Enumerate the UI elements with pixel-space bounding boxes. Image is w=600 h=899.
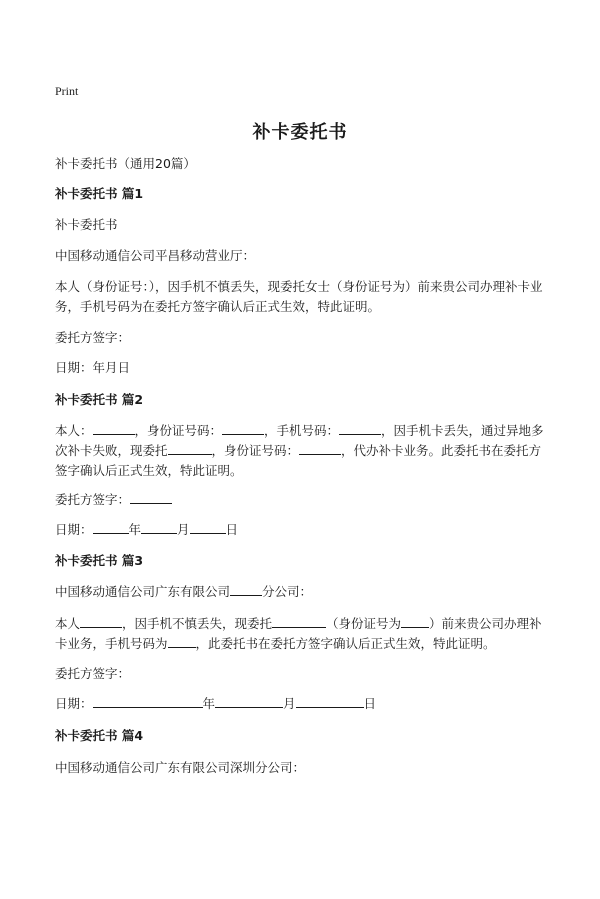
section-heading-2: 补卡委托书 篇2: [55, 392, 144, 407]
page-title: 补卡委托书: [252, 122, 348, 143]
section-heading-3: 补卡委托书 篇3: [55, 553, 144, 568]
day-label: 日: [363, 696, 377, 711]
section-1-line-1: 补卡委托书: [55, 217, 118, 232]
section-2-paragraph: [55, 421, 550, 481]
section-1-date: 日期：年月日: [55, 360, 131, 375]
blank-field: [296, 694, 364, 708]
section-3-text-d: ）前来贵公司办理补卡业务，手机号码为: [55, 616, 542, 651]
section-1-paragraph: 本人（身份证号：），因手机不慎丢失，现委托女士（身份证号为）前来贵公司办理补卡业务，手机号码为在委托方签字确认后正式生效，特此证明。: [55, 279, 543, 314]
section-heading-1: 补卡委托书 篇1: [55, 186, 144, 201]
section-2-text-d: ，因手机卡丢失，通过异地多次补卡失败，现委托: [55, 423, 544, 458]
addressee-text: 中国移动通信公司广东有限公司: [55, 584, 231, 599]
month-label: 月: [177, 522, 190, 537]
signature-label: 委托方签字：: [55, 492, 131, 507]
blank-field: [141, 520, 177, 534]
blank-field: [230, 582, 262, 596]
section-4-line-1: 中国移动通信公司广东有限公司深圳分公司：: [55, 760, 306, 775]
section-3-text-e: ，此委托书在委托方签字确认后正式生效，特此证明。: [195, 636, 496, 651]
section-3-text-c: （身份证号为: [326, 616, 402, 631]
section-2-signature: [55, 490, 550, 510]
blank-field: [93, 421, 135, 435]
blank-field: [339, 421, 381, 435]
blank-field: [222, 421, 264, 435]
blank-field: [93, 520, 129, 534]
blank-field: [215, 694, 283, 708]
date-label: 日期：: [55, 696, 93, 711]
section-2-date: [55, 520, 550, 540]
blank-field: [299, 441, 341, 455]
blank-field: [80, 614, 122, 628]
blank-field: [401, 614, 429, 628]
section-2-text-b: ，身份证号码：: [134, 423, 223, 438]
day-label: 日: [225, 522, 239, 537]
section-2-text-f: ，代办补卡业务。此委托书在委托方签字确认后正式生效，特此证明。: [55, 443, 542, 478]
blank-field: [190, 520, 226, 534]
blank-field: [168, 441, 212, 455]
blank-field: [93, 694, 203, 708]
section-3-date: [55, 694, 550, 714]
blank-field: [168, 634, 196, 648]
section-heading-4: 补卡委托书 篇4: [55, 728, 144, 743]
section-3-paragraph: [55, 614, 550, 654]
print-label: Print: [55, 84, 79, 98]
section-1-line-2: 中国移动通信公司平昌移动营业厅：: [55, 248, 256, 263]
section-2-text-e: ，身份证号码：: [211, 443, 300, 458]
addressee-suffix: 分公司：: [262, 584, 313, 599]
section-2-text-c: ，手机号码：: [264, 423, 340, 438]
year-label: 年: [128, 522, 142, 537]
section-3-text-b: ，因手机不慎丢失，现委托: [122, 616, 273, 631]
section-2-text-a: 本人：: [55, 423, 93, 438]
blank-field: [130, 490, 172, 504]
document-subtitle: 补卡委托书（通用20篇）: [55, 156, 196, 171]
month-label: 月: [283, 696, 296, 711]
date-label: 日期：: [55, 522, 93, 537]
section-3-text-a: 本人: [55, 616, 81, 631]
blank-field: [272, 614, 326, 628]
section-1-signature: 委托方签字：: [55, 330, 131, 345]
year-label: 年: [202, 696, 216, 711]
section-3-signature: 委托方签字：: [55, 666, 131, 681]
section-3-addressee: [55, 582, 550, 602]
